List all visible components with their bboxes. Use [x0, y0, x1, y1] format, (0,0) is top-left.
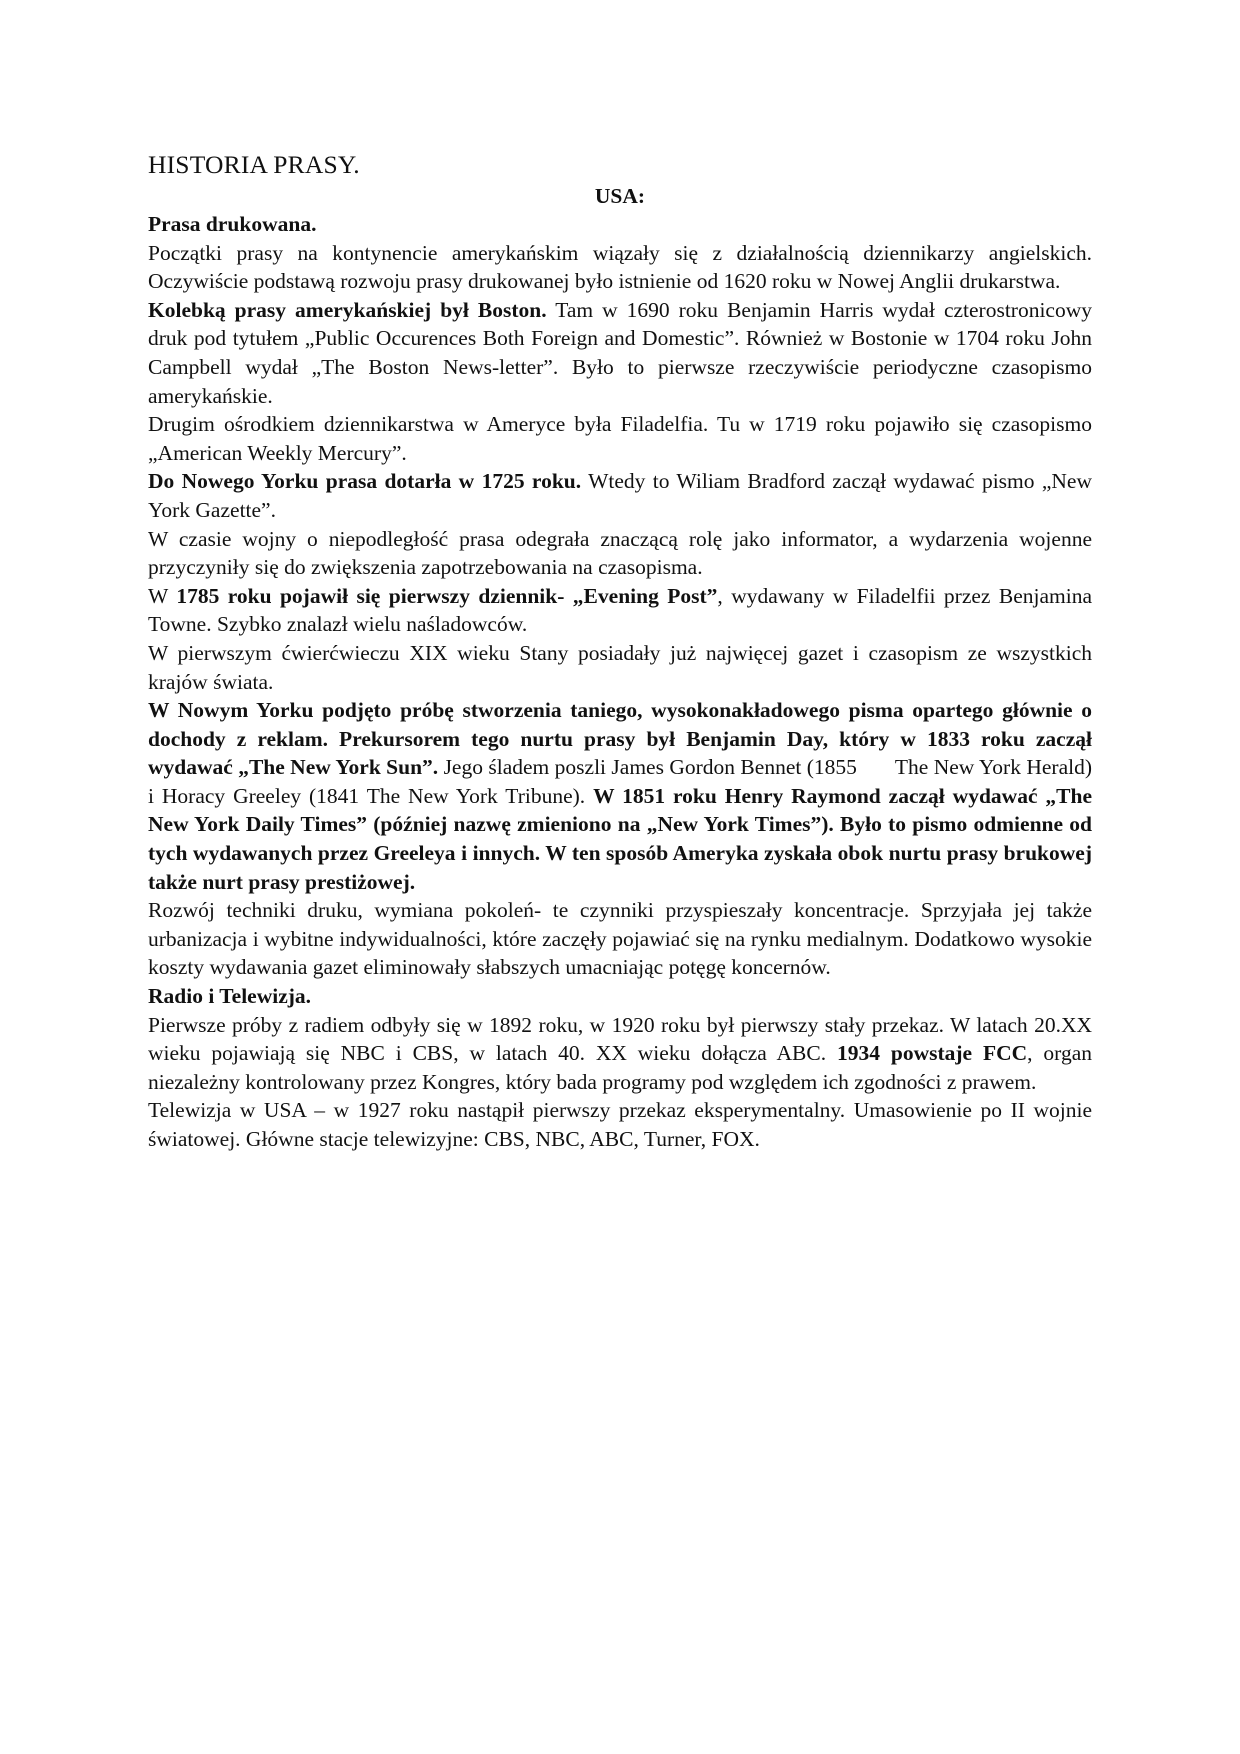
paragraph-text: W — [148, 583, 177, 608]
paragraph: Telewizja w USA – w 1927 roku nastąpił pierwszy przekaz eksperymentalny. Umasowienie po II wojnie światowej. Główne stacje telewizyjne: CBS, NBC, ABC, Turner, FOX. — [148, 1098, 1092, 1151]
bold-text: Do Nowego Yorku prasa dotarła w 1725 roku. — [148, 469, 582, 494]
paragraph — [148, 582, 1092, 639]
region-heading: USA: — [594, 184, 646, 208]
bold-text: W Nowym Yorku podjęto próbę stworzenia taniego, wysokonakładowego pisma opartego głównie o dochody z reklam. Prekursorem tego nurtu prasy był Benjamin Day, który w 1833 roku zaczął wydawać „The New York Sun”. — [148, 698, 1092, 780]
paragraph: W pierwszym ćwierćwieczu XIX wieku Stany posiadały już najwięcej gazet i czasopism ze wszystkich krajów świata. — [148, 640, 1092, 694]
paragraph — [148, 696, 1092, 896]
paragraph: W czasie wojny o niepodległość prasa odegrała znaczącą rolę jako informator, a wydarzenia wojenne przyczyniły się do zwiększenia zapotrzebowania na czasopisma. — [148, 526, 1092, 580]
paragraph — [148, 467, 1092, 524]
paragraph: Rozwój techniki druku, wymiana pokoleń- te czynniki przyspieszały koncentracje. Sprzyjała jej także urbanizacja i wybitne indywidualności, które zaczęły pojawiać się na rynku medialnym. Dodatkowo wysokie koszty wydawania gazet eliminowały słabszych umacniając potęgę koncernów. — [148, 898, 1092, 980]
paragraph — [148, 296, 1092, 410]
paragraph — [148, 1011, 1092, 1097]
paragraph-text: Pierwsze próby z radiem odbyły się w 1892 roku, w 1920 roku był pierwszy stały przekaz. W latach 20.XX wieku pojawiają się NBC i CBS, w latach 40. XX wieku dołącza ABC. — [148, 1012, 1092, 1066]
paragraph: Drugim ośrodkiem dziennikarstwa w Ameryce była Filadelfia. Tu w 1719 roku pojawiło się czasopismo „American Weekly Mercury”. — [148, 412, 1092, 465]
paragraph: Początki prasy na kontynencie amerykańskim wiązały się z działalnością dziennikarzy angielskich. Oczywiście podstawą rozwoju prasy drukowanej było istnienie od 1620 roku w Nowej Anglii drukarstwa. — [148, 240, 1092, 294]
paragraph-text: The New York Herald) i Horacy Greeley (1841 The New York Tribune). — [148, 755, 1092, 808]
bold-text: 1934 powstaje FCC — [837, 1041, 1028, 1066]
paragraph-text: , organ niezależny kontrolowany przez Kongres, który bada programy pod względem ich zgodności z prawem. — [148, 1041, 1092, 1094]
bold-text: Kolebką prasy amerykańskiej był Boston. — [148, 297, 547, 322]
section-heading-broadcast: Radio i Telewizja. — [148, 984, 312, 1009]
document-page — [148, 148, 1092, 1154]
bold-text: W 1851 roku Henry Raymond zaczął wydawać „The New York Daily Times” (później nazwę zmieniono na „New York Times”). Było to pismo odmienne od tych wydawanych przez Greeleya i innych. W ten sposób Ameryka zyskała obok nurtu prasy brukowej także nurt prasy prestiżowej. — [148, 783, 1092, 894]
paragraph-text: Wtedy to Wiliam Bradford zaczął wydawać pismo „New York Gazette”. — [148, 469, 1092, 522]
paragraph-text: Tam w 1690 roku Benjamin Harris wydał czterostronicowy druk pod tytułem „Public Occurences Both Foreign and Domestic”. Również w Bostonie w 1704 roku John Campbell wydał „The Boston News-letter”. Było to pierwsze rzeczywiście periodyczne czasopismo amerykańskie. — [148, 297, 1093, 408]
document-title: HISTORIA PRASY. — [148, 150, 360, 179]
bold-text: 1785 roku pojawił się pierwszy dziennik- „Evening Post” — [176, 583, 718, 608]
paragraph-text: , wydawany w Filadelfii przez Benjamina Towne. Szybko znalazł wielu naśladowców. — [148, 583, 1092, 637]
section-heading-print: Prasa drukowana. — [148, 212, 317, 236]
paragraph-text: Jego śladem poszli James Gordon Bennet (1855 — [438, 755, 857, 780]
